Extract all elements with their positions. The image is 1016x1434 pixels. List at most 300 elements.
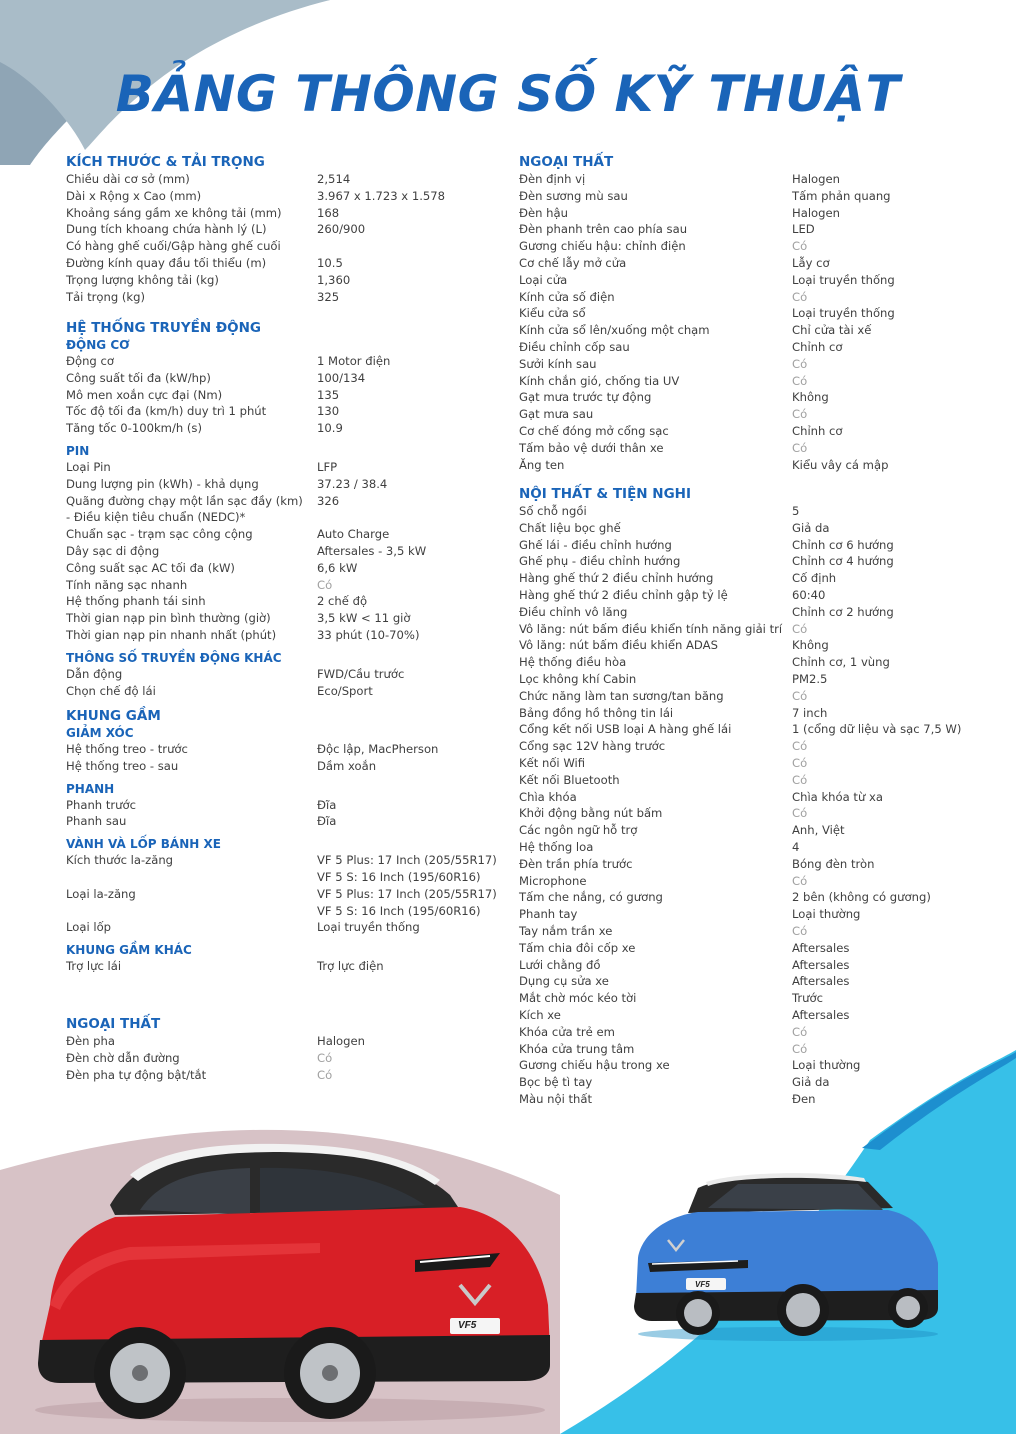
- spec-value: Có: [317, 577, 333, 592]
- spec-group: [66, 836, 506, 936]
- spec-value: Không: [792, 390, 829, 405]
- spec-value: Đen: [792, 1091, 816, 1106]
- spec-value: 135: [317, 387, 340, 402]
- spec-value: 37.23 / 38.4: [317, 476, 388, 491]
- spec-value: Có: [792, 923, 808, 938]
- spec-label: Cổng sạc 12V hàng trước: [519, 739, 666, 754]
- spec-label: Hệ thống điều hòa: [519, 655, 627, 670]
- spec-row-loai-lop: [66, 919, 506, 936]
- spec-label: Kích thước la-zăng: [66, 853, 174, 868]
- spec-value: 3,5 kW < 11 giờ: [317, 611, 411, 626]
- spec-value: Loại truyền thống: [317, 920, 420, 935]
- spec-value: Có: [792, 1041, 808, 1056]
- spec-value: Tấm phản quang: [792, 188, 891, 203]
- spec-label: Vô lăng: nút bấm điều khiển ADAS: [519, 638, 718, 653]
- spec-row-den-pha: [66, 1033, 506, 1050]
- spec-label: Đèn định vị: [519, 172, 586, 186]
- spec-value: Trước: [792, 991, 823, 1006]
- spec-value: LED: [792, 222, 815, 237]
- spec-label: Chất liệu bọc ghế: [519, 520, 621, 535]
- spec-label: Kính cửa sổ lên/xuống một chạm: [519, 323, 710, 338]
- section: [66, 1016, 506, 1083]
- section-title: HỆ THỐNG TRUYỀN ĐỘNG: [66, 320, 262, 336]
- spec-label: Microphone: [519, 873, 587, 888]
- spec-value: 3.967 x 1.723 x 1.578: [317, 188, 446, 203]
- spec-label: Gương chiếu hậu: chỉnh điện: [519, 239, 686, 254]
- spec-label: Lưới chằng đồ: [519, 957, 601, 972]
- spec-row-den-suong-mu-sau: [519, 188, 989, 205]
- spec-row-tam-bao-ve-duoi-than-xe: [519, 440, 989, 457]
- spec-label: Các ngôn ngữ hỗ trợ: [519, 823, 638, 838]
- spec-value: Loại truyền thống: [792, 272, 895, 287]
- subsection-title: ĐỘNG CƠ: [66, 338, 130, 352]
- spec-label: Gạt mưa trước tự động: [519, 390, 652, 405]
- spec-value: Aftersales: [792, 957, 850, 972]
- spec-label: Kiểu cửa sổ: [519, 306, 586, 321]
- spec-label: Hệ thống phanh tái sinh: [66, 594, 206, 609]
- spec-row-mat-cho-moc-keo-toi: [519, 990, 989, 1007]
- spec-value: Có: [792, 772, 808, 787]
- spec-row-khoa-cua-trung-tam: [519, 1041, 989, 1058]
- spec-value: Giả da: [792, 520, 830, 535]
- spec-row-toc-do-toi-da-km-h-duy-tri-1-phut: [66, 403, 506, 420]
- spec-label: Dung tích khoang chứa hành lý (L): [66, 222, 267, 237]
- spec-label: Khóa cửa trung tâm: [519, 1041, 635, 1056]
- spec-label: Loại lốp: [66, 920, 112, 935]
- spec-value: Aftersales - 3,5 kW: [317, 543, 427, 558]
- spec-row-chat-lieu-boc-ghe: [519, 520, 989, 537]
- spec-row-loai-pin: [66, 459, 506, 476]
- spec-row-cong-suat-toi-da-kw-hp: [66, 370, 506, 387]
- section-title: KHUNG GẦM: [66, 708, 161, 724]
- spec-value: 2,514: [317, 172, 351, 186]
- spec-label: Mô men xoắn cực đại (Nm): [66, 387, 223, 402]
- spec-value: Có: [792, 621, 808, 636]
- spec-row-he-thong-dieu-hoa: [519, 654, 989, 671]
- spec-value: Kiểu vây cá mập: [792, 457, 889, 472]
- spec-row-hang-ghe-thu-2-dieu-chinh-huong: [519, 570, 989, 587]
- spec-label: Đèn pha tự động bật/tắt: [66, 1067, 207, 1082]
- spec-row-den-pha-tu-dong-bat-tat: [66, 1067, 506, 1084]
- spec-label: Công suất tối đa (kW/hp): [66, 370, 211, 385]
- spec-row-dieu-chinh-vo-lang: [519, 604, 989, 621]
- spec-label: Chiều dài cơ sở (mm): [66, 172, 190, 186]
- spec-group: [66, 337, 506, 437]
- spec-row-loai-la-zang: [66, 886, 506, 903]
- spec-group: [66, 650, 506, 700]
- spec-value: PM2.5: [792, 671, 828, 686]
- spec-row-phanh-truoc: [66, 797, 506, 814]
- spec-label: Tính năng sạc nhanh: [66, 577, 188, 592]
- spec-value: Độc lập, MacPherson: [317, 742, 439, 756]
- blue-car-badge: VF5: [695, 1280, 710, 1289]
- spec-value: 10.9: [317, 421, 343, 436]
- subsection-title: PHANH: [66, 781, 115, 796]
- spec-value: 4: [792, 839, 800, 854]
- spec-value: Loại thường: [792, 907, 861, 922]
- spec-row-co-che-dong-mo-cong-sac: [519, 423, 989, 440]
- spec-label: Công suất sạc AC tối đa (kW): [66, 560, 235, 575]
- spec-value: Có: [792, 806, 808, 821]
- spec-label: Hệ thống treo - sau: [66, 758, 179, 773]
- spec-row-tang-toc-0-100km-h-s: [66, 420, 506, 437]
- spec-row-hang-ghe-thu-2-dieu-chinh-gap-ty-le: [519, 587, 989, 604]
- spec-row-co-hang-ghe-cuoi-gap-hang-ghe-cuoi: [66, 238, 506, 255]
- spec-value: 60:40: [792, 587, 826, 602]
- spec-value-line-2: VF 5 S: 16 Inch (195/60R16): [317, 903, 481, 918]
- spec-value: 100/134: [317, 370, 366, 385]
- spec-label: Sưởi kính sau: [519, 356, 597, 371]
- spec-label: Tốc độ tối đa (km/h) duy trì 1 phút: [66, 404, 267, 419]
- spec-label: Vô lăng: nút bấm điều khiển tính năng giải trí: [519, 621, 783, 636]
- spec-label: Dây sạc di động: [66, 543, 160, 558]
- spec-label: Hàng ghế thứ 2 điều chỉnh gập tỷ lệ: [519, 587, 728, 602]
- spec-label: Bảng đồng hồ thông tin lái: [519, 705, 674, 720]
- spec-row-mau-noi-that: [519, 1091, 989, 1108]
- spec-row-khoa-cua-tre-em: [519, 1024, 989, 1041]
- spec-label: Thời gian nạp pin nhanh nhất (phút): [66, 627, 277, 642]
- spec-row-den-phanh-tren-cao-phia-sau: [519, 221, 989, 238]
- spec-row-ghe-lai-dieu-chinh-huong: [519, 537, 989, 554]
- spec-value: 1 (cổng dữ liệu và sạc 7,5 W): [792, 722, 962, 737]
- spec-value: 130: [317, 404, 340, 419]
- spec-label: Cổng kết nối USB loại A hàng ghế lái: [519, 722, 732, 737]
- spec-row-tam-chia-doi-cop-xe: [519, 940, 989, 957]
- blue-car-image: [628, 1168, 946, 1343]
- spec-row-chuc-nang-lam-tan-suong-tan-bang: [519, 688, 989, 705]
- spec-row-continuation: [66, 869, 506, 886]
- section-title: NỘI THẤT & TIỆN NGHI: [519, 486, 691, 502]
- spec-value: Trợ lực điện: [317, 959, 384, 974]
- spec-value: Bóng đèn tròn: [792, 856, 875, 871]
- spec-row-dan-dong: [66, 666, 506, 683]
- spec-label: Có hàng ghế cuối/Gập hàng ghế cuối: [66, 239, 281, 254]
- spec-row-guong-chieu-hau-chinh-dien: [519, 238, 989, 255]
- spec-value: Có: [792, 1024, 808, 1039]
- spec-row-den-dinh-vi: [519, 171, 989, 188]
- spec-value: 5: [792, 504, 800, 518]
- spec-row-dung-tich-khoang-chua-hanh-ly-l: [66, 221, 506, 238]
- spec-label: Tăng tốc 0-100km/h (s): [66, 421, 203, 436]
- spec-row-cong-suat-sac-ac-toi-da-kw: [66, 560, 506, 577]
- spec-label: Đèn sương mù sau: [519, 188, 628, 203]
- spec-label: Phanh trước: [66, 797, 136, 812]
- spec-row-kich-xe: [519, 1007, 989, 1024]
- spec-row-vo-lang-nut-bam-dieu-khien-tinh-nang-gia: [519, 621, 989, 638]
- spec-value: Chỉ cửa tài xế: [792, 323, 872, 338]
- spec-row-den-cho-dan-duong: [66, 1050, 506, 1067]
- spec-group: [66, 171, 506, 305]
- spec-value: Aftersales: [792, 940, 850, 955]
- spec-group: [519, 503, 989, 1108]
- spec-label: Khởi động bằng nút bấm: [519, 806, 663, 821]
- spec-label: Trọng lượng không tải (kg): [66, 272, 219, 287]
- spec-label: Kính cửa số điện: [519, 289, 615, 304]
- spec-row-suoi-kinh-sau: [519, 356, 989, 373]
- spec-row-he-thong-treo-truoc: [66, 741, 506, 758]
- spec-label: Mắt chờ móc kéo tời: [519, 991, 637, 1006]
- spec-row-den-tran-phia-truoc: [519, 856, 989, 873]
- spec-row-he-thong-phanh-tai-sinh: [66, 593, 506, 610]
- subsection-title: THÔNG SỐ TRUYỀN ĐỘNG KHÁC: [66, 650, 282, 665]
- spec-row-tro-luc-lai: [66, 958, 506, 975]
- spec-label: Loại Pin: [66, 459, 111, 474]
- spec-row-chia-khoa: [519, 789, 989, 806]
- section-title: NGOẠI THẤT: [519, 154, 614, 170]
- spec-row-boc-be-ti-tay: [519, 1074, 989, 1091]
- spec-label: Dụng cụ sửa xe: [519, 974, 609, 989]
- spec-row-ghe-phu-dieu-chinh-huong: [519, 553, 989, 570]
- spec-label: Kính chắn gió, chống tia UV: [519, 373, 680, 388]
- spec-label: Số chỗ ngồi: [519, 504, 587, 518]
- section: [66, 320, 506, 699]
- spec-value: 2 bên (không có gương): [792, 890, 931, 905]
- spec-row-luoi-chang-do: [519, 957, 989, 974]
- spec-row-chieu-dai-co-so-mm: [66, 171, 506, 188]
- spec-value: Anh, Việt: [792, 823, 845, 838]
- spec-value: Halogen: [317, 1034, 365, 1048]
- spec-value: Cố định: [792, 571, 837, 586]
- spec-row-ket-noi-bluetooth: [519, 772, 989, 789]
- spec-row-dai-x-rong-x-cao-mm: [66, 188, 506, 205]
- spec-group: [66, 725, 506, 775]
- spec-row-dung-luong-pin-kwh-kha-dung: [66, 476, 506, 493]
- spec-value: Loại truyền thống: [792, 306, 895, 321]
- section: [519, 486, 989, 1108]
- spec-row-loc-khong-khi-cabin: [519, 671, 989, 688]
- spec-value: Có: [792, 373, 808, 388]
- spec-row-continuation: [66, 903, 506, 920]
- spec-row-ket-noi-wifi: [519, 755, 989, 772]
- spec-row-dong-co: [66, 353, 506, 370]
- section: [66, 708, 506, 975]
- spec-row-tay-nam-tran-xe: [519, 923, 989, 940]
- spec-value: Chỉnh cơ: [792, 339, 843, 354]
- spec-row-dieu-chinh-cop-sau: [519, 339, 989, 356]
- spec-value: 1,360: [317, 272, 351, 287]
- spec-group: [66, 1033, 506, 1083]
- spec-row-kinh-cua-so-len-xuong-mot-cham: [519, 322, 989, 339]
- spec-label: Tấm bảo vệ dưới thân xe: [519, 440, 664, 455]
- spec-value: Chỉnh cơ 4 hướng: [792, 554, 894, 569]
- spec-row-trong-luong-khong-tai-kg: [66, 272, 506, 289]
- spec-value: Chỉnh cơ: [792, 423, 843, 438]
- spec-row-phanh-tay: [519, 906, 989, 923]
- spec-value: Loại thường: [792, 1058, 861, 1073]
- spec-value: 7 inch: [792, 705, 828, 720]
- spec-row-cac-ngon-ngu-ho-tro: [519, 822, 989, 839]
- spec-value: Đĩa: [317, 797, 337, 812]
- spec-label: Thời gian nạp pin bình thường (giờ): [66, 611, 271, 626]
- spec-label: Quãng đường chạy một lần sạc đầy (km) - Điều kiện tiêu chuẩn (NEDC)*: [66, 493, 303, 525]
- spec-group: [66, 942, 506, 975]
- spec-label: Trợ lực lái: [66, 959, 122, 974]
- spec-label: Cơ chế lẫy mở cửa: [519, 255, 627, 270]
- spec-value: Có: [317, 1050, 333, 1065]
- spec-label: Chìa khóa: [519, 789, 577, 804]
- spec-label: Ghế phụ - điều chỉnh hướng: [519, 554, 681, 569]
- spec-value: VF 5 Plus: 17 Inch (205/55R17): [317, 853, 497, 868]
- spec-value-line-2: VF 5 S: 16 Inch (195/60R16): [317, 869, 481, 884]
- spec-label: Loại cửa: [519, 272, 568, 287]
- spec-label: Chuẩn sạc - trạm sạc công cộng: [66, 527, 253, 542]
- page-title: BẢNG THÔNG SỐ KỸ THUẬT: [115, 65, 901, 123]
- spec-label: Màu nội thất: [519, 1091, 593, 1106]
- spec-row-duong-kinh-quay-dau-toi-thieu-m: [66, 255, 506, 272]
- spec-row-bang-dong-ho-thong-tin-lai: [519, 705, 989, 722]
- spec-value: 326: [317, 493, 340, 508]
- spec-value: 6,6 kW: [317, 560, 358, 575]
- spec-value: VF 5 Plus: 17 Inch (205/55R17): [317, 886, 497, 901]
- spec-value: Không: [792, 638, 829, 653]
- spec-row-cong-ket-noi-usb-loai-a-hang-ghe-lai: [519, 721, 989, 738]
- spec-value: Dầm xoắn: [317, 758, 377, 773]
- spec-label: Động cơ: [66, 354, 114, 368]
- spec-row-tam-che-nang-co-guong: [519, 889, 989, 906]
- spec-row-co-che-lay-mo-cua: [519, 255, 989, 272]
- spec-label: Khóa cửa trẻ em: [519, 1024, 615, 1039]
- spec-label: Đèn phanh trên cao phía sau: [519, 222, 688, 237]
- spec-group: [519, 171, 989, 473]
- spec-label: Đèn chờ dẫn đường: [66, 1050, 180, 1065]
- spec-value: Chìa khóa từ xa: [792, 789, 883, 804]
- spec-label: Lọc không khí Cabin: [519, 671, 637, 686]
- spec-value: 260/900: [317, 222, 366, 237]
- spec-row-he-thong-treo-sau: [66, 758, 506, 775]
- spec-label: Phanh tay: [519, 907, 578, 922]
- spec-label: Tay nắm trần xe: [519, 923, 613, 938]
- spec-row-he-thong-loa: [519, 839, 989, 856]
- spec-label: Tấm che nắng, có gương: [519, 890, 663, 905]
- spec-row-quang-duong-chay-mot-lan-sac-day-km-dieu: [66, 493, 506, 527]
- subsection-title: VÀNH VÀ LỐP BÁNH XE: [66, 837, 221, 852]
- subsection-title: GIẢM XÓC: [66, 726, 134, 740]
- spec-row-khoang-sang-gam-xe-khong-tai-mm: [66, 205, 506, 222]
- spec-value: 1 Motor điện: [317, 354, 391, 368]
- section-title: NGOẠI THẤT: [66, 1016, 161, 1032]
- section: [519, 154, 989, 473]
- spec-group: [66, 443, 506, 644]
- spec-label: Gương chiếu hậu trong xe: [519, 1058, 670, 1073]
- spec-label: Kết nối Wifi: [519, 755, 586, 770]
- red-car-image: [20, 1135, 560, 1425]
- spec-value: 2 chế độ: [317, 594, 368, 609]
- spec-label: Loại la-zăng: [66, 886, 136, 901]
- spec-label: Bọc bệ tì tay: [519, 1075, 593, 1090]
- spec-label: Kích xe: [519, 1007, 561, 1022]
- spec-row-guong-chieu-hau-trong-xe: [519, 1057, 989, 1074]
- spec-row-khoi-dong-bang-nut-bam: [519, 805, 989, 822]
- spec-value: Đĩa: [317, 814, 337, 829]
- spec-label: Tải trọng (kg): [66, 289, 146, 304]
- spec-label: Dung lượng pin (kWh) - khả dụng: [66, 476, 259, 491]
- spec-label: Đèn pha: [66, 1034, 115, 1048]
- spec-label: Gạt mưa sau: [519, 407, 594, 422]
- spec-value: Chỉnh cơ 6 hướng: [792, 537, 894, 552]
- subsection-title: KHUNG GẦM KHÁC: [66, 943, 192, 958]
- spec-value: Auto Charge: [317, 527, 390, 542]
- spec-row-day-sac-di-dong: [66, 543, 506, 560]
- spec-row-thoi-gian-nap-pin-nhanh-nhat-phut: [66, 627, 506, 644]
- spec-label: Cơ chế đóng mở cổng sạc: [519, 423, 669, 438]
- spec-value: LFP: [317, 459, 338, 474]
- subsection-title: PIN: [66, 443, 90, 458]
- spec-label: Ghế lái - điều chỉnh hướng: [519, 537, 672, 552]
- section-title: KÍCH THƯỚC & TẢI TRỌNG: [66, 154, 265, 170]
- spec-row-microphone: [519, 873, 989, 890]
- spec-label: Điều chỉnh vô lăng: [519, 604, 628, 619]
- spec-label: Đường kính quay đầu tối thiểu (m): [66, 255, 267, 270]
- spec-row-mo-men-xoan-cuc-dai-nm: [66, 387, 506, 404]
- spec-value: 168: [317, 205, 340, 220]
- spec-label: Hàng ghế thứ 2 điều chỉnh hướng: [519, 571, 714, 586]
- spec-value: Chỉnh cơ 2 hướng: [792, 604, 894, 619]
- spec-row-kinh-chan-gio-chong-tia-uv: [519, 373, 989, 390]
- spec-label: Dẫn động: [66, 666, 123, 681]
- spec-row-ang-ten: [519, 457, 989, 474]
- spec-row-kieu-cua-so: [519, 305, 989, 322]
- spec-row-chuan-sac-tram-sac-cong-cong: [66, 526, 506, 543]
- spec-value: Aftersales: [792, 974, 850, 989]
- spec-value: Lẫy cơ: [792, 255, 830, 270]
- spec-row-so-cho-ngoi: [519, 503, 989, 520]
- spec-value: Có: [792, 755, 808, 770]
- spec-row-gat-mua-truoc-tu-dong: [519, 389, 989, 406]
- spec-value: Có: [792, 688, 808, 703]
- spec-value: 33 phút (10-70%): [317, 627, 420, 642]
- spec-value: Halogen: [792, 172, 840, 186]
- spec-label: Điều chỉnh cốp sau: [519, 339, 630, 354]
- spec-value: 325: [317, 289, 340, 304]
- spec-value: Aftersales: [792, 1007, 850, 1022]
- spec-value: Có: [792, 289, 808, 304]
- section: [66, 154, 506, 305]
- spec-label: Đèn trần phía trước: [519, 856, 633, 871]
- red-car-badge: VF5: [458, 1320, 477, 1331]
- spec-label: Chức năng làm tan sương/tan băng: [519, 688, 724, 703]
- spec-value: Có: [792, 873, 808, 888]
- spec-row-thoi-gian-nap-pin-binh-thuong-gio: [66, 610, 506, 627]
- spec-value: Có: [792, 407, 808, 422]
- spec-label: Đèn hậu: [519, 205, 568, 220]
- spec-value: Chỉnh cơ, 1 vùng: [792, 655, 890, 670]
- spec-row-phanh-sau: [66, 813, 506, 830]
- spec-value: Có: [792, 739, 808, 754]
- spec-label: Phanh sau: [66, 814, 127, 829]
- spec-row-tinh-nang-sac-nhanh: [66, 577, 506, 594]
- spec-value: Giả da: [792, 1075, 830, 1090]
- spec-group: [66, 781, 506, 831]
- spec-label: Chọn chế độ lái: [66, 683, 156, 698]
- spec-label: Dài x Rộng x Cao (mm): [66, 188, 202, 203]
- spec-label: Kết nối Bluetooth: [519, 772, 620, 787]
- spec-label: Tấm chia đôi cốp xe: [519, 940, 636, 955]
- spec-label: Hệ thống treo - trước: [66, 742, 188, 756]
- spec-value: Có: [317, 1067, 333, 1082]
- spec-row-dung-cu-sua-xe: [519, 973, 989, 990]
- spec-value: 10.5: [317, 255, 343, 270]
- spec-row-den-hau: [519, 205, 989, 222]
- spec-row-tai-trong-kg: [66, 289, 506, 306]
- spec-value: Có: [792, 356, 808, 371]
- spec-value: Có: [792, 239, 808, 254]
- spec-row-chon-che-do-lai: [66, 683, 506, 700]
- spec-label: Khoảng sáng gầm xe không tải (mm): [66, 205, 282, 220]
- spec-row-gat-mua-sau: [519, 406, 989, 423]
- spec-row-kich-thuoc-la-zang: [66, 852, 506, 869]
- spec-value: Eco/Sport: [317, 683, 373, 698]
- spec-row-vo-lang-nut-bam-dieu-khien-adas: [519, 637, 989, 654]
